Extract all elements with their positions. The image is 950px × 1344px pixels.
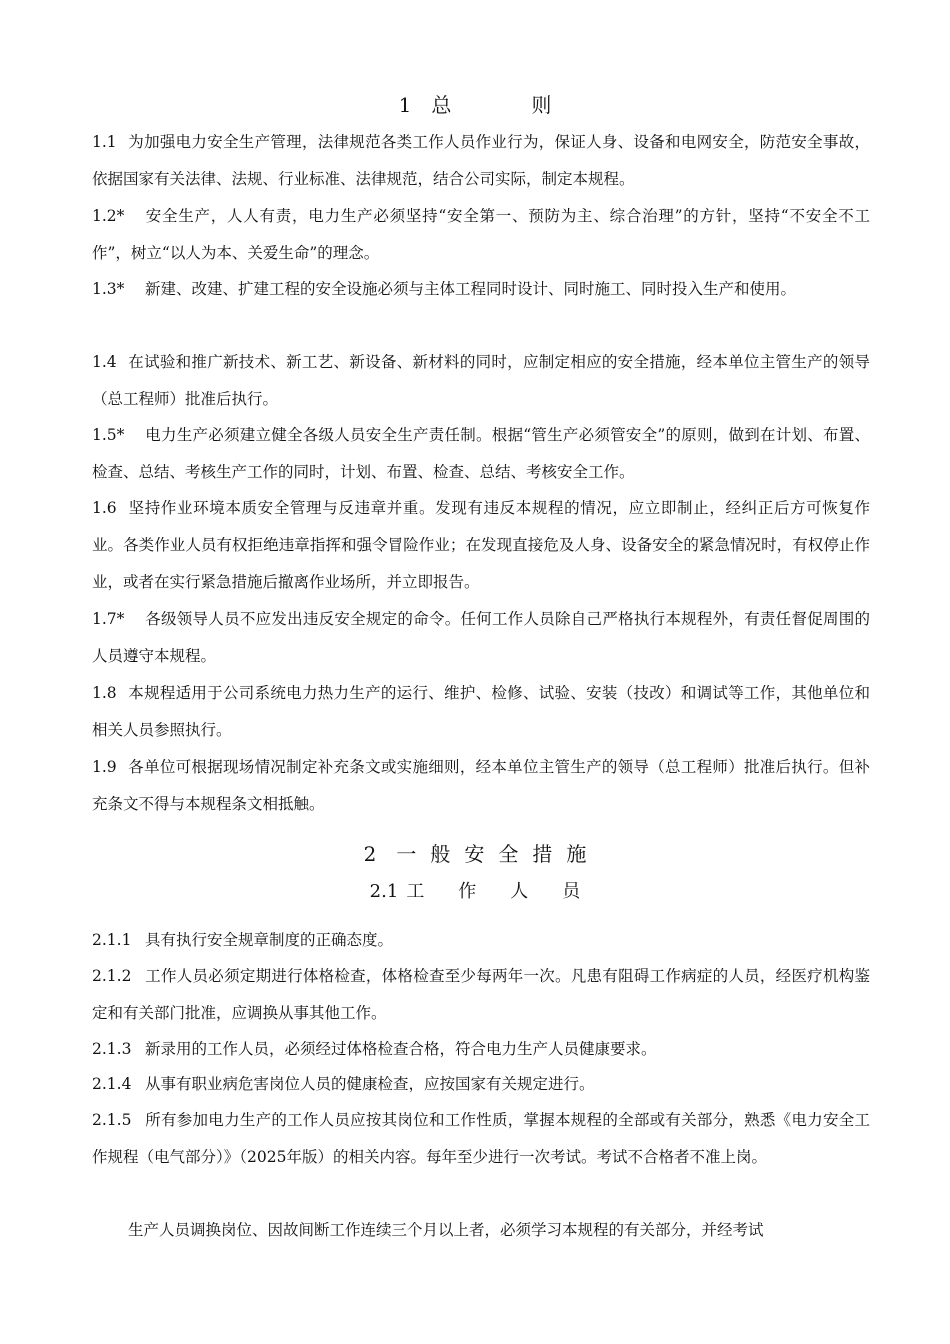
- clause-1-6: [92, 490, 870, 601]
- clause-text: 具有执行安全规章制度的正确态度。: [145, 931, 394, 949]
- clause-text: 为加强电力安全生产管理，法律规范各类工作人员作业行为，保证人身、设备和电网安全，防范安全事故，依据国家有关法律、法规、行业标准、法律规范，结合公司实际，制定本规程。: [92, 133, 870, 188]
- clause-text: 各单位可根据现场情况制定补充条文或实施细则，经本单位主管生产的领导（总工程师）批准后执行。但补充条文不得与本规程条文相抵触。: [92, 758, 870, 813]
- clause-number: 1.2*: [92, 207, 125, 225]
- clause-2-1-3: [92, 1031, 870, 1068]
- clause-text: 在试验和推广新技术、新工艺、新设备、新材料的同时，应制定相应的安全措施，经本单位主管生产的领导（总工程师）批准后执行。: [92, 353, 870, 408]
- clause-number: 1.3*: [92, 280, 125, 298]
- clause-2-1-1: [92, 922, 870, 959]
- chapter-2-number: 2: [363, 842, 377, 866]
- clause-1-1: [92, 124, 870, 198]
- clause-text: 各级领导人员不应发出违反安全规定的命令。任何工作人员除自己严格执行本规程外，有责任督促周围的人员遵守本规程。: [92, 610, 870, 665]
- clause-2-1-5: [92, 1102, 870, 1176]
- section-2-1-title: 工作人员: [406, 881, 615, 902]
- chapter-2-title: 一般安全措施: [396, 842, 601, 866]
- clause-text: 本规程适用于公司系统电力热力生产的运行、维护、检修、试验、安装（技改）和调试等工作，其他单位和相关人员参照执行。: [92, 684, 870, 739]
- clause-number: 2.1.5: [92, 1111, 132, 1129]
- clause-number: 1.8: [92, 684, 117, 702]
- clause-number: 1.5*: [92, 426, 125, 444]
- clause-text: 新建、改建、扩建工程的安全设施必须与主体工程同时设计、同时施工、同时投入生产和使用。: [145, 280, 797, 298]
- chapter-1-title: 总则: [431, 93, 632, 117]
- continuation-paragraph: 生产人员调换岗位、因故间断工作连续三个月以上者，必须学习本规程的有关部分，并经考试: [128, 1221, 764, 1239]
- clause-1-2: [92, 198, 870, 272]
- section-2-1-number: 2.1: [369, 881, 399, 902]
- chapter-2-heading: [0, 842, 950, 866]
- clause-1-8: [92, 675, 870, 749]
- clause-text: 安全生产，人人有责，电力生产必须坚持“安全第一、预防为主、综合治理”的方针，坚持“不安全不工作”，树立“以人为本、关爱生命”的理念。: [92, 207, 870, 262]
- clause-text: 工作人员必须定期进行体格检查，体格检查至少每两年一次。凡患有阻碍工作病症的人员，经医疗机构鉴定和有关部门批准，应调换从事其他工作。: [92, 967, 870, 1022]
- clause-2-1-4: [92, 1066, 870, 1103]
- clause-number: 1.4: [92, 353, 117, 371]
- clause-number: 1.6: [92, 499, 117, 517]
- clause-2-1-2: [92, 958, 870, 1032]
- clause-number: 2.1.1: [92, 931, 132, 949]
- clause-number: 2.1.3: [92, 1040, 132, 1058]
- clause-text: 所有参加电力生产的工作人员应按其岗位和工作性质，掌握本规程的全部或有关部分，熟悉《电力安全工作规程（电气部分）》（2025年版）的相关内容。每年至少进行一次考试。考试不合格者不准上岗。: [92, 1111, 870, 1166]
- clause-1-4: [92, 344, 870, 418]
- clause-1-5: [92, 417, 870, 491]
- chapter-1-heading: [0, 93, 950, 117]
- clause-text: 从事有职业病危害岗位人员的健康检查，应按国家有关规定进行。: [145, 1075, 595, 1093]
- clause-1-7: [92, 601, 870, 675]
- clause-text: 新录用的工作人员，必须经过体格检查合格，符合电力生产人员健康要求。: [145, 1040, 657, 1058]
- chapter-1-number: 1: [398, 93, 412, 117]
- clause-number: 1.9: [92, 758, 117, 776]
- clause-1-9: [92, 749, 870, 823]
- clause-number: 1.1: [92, 133, 117, 151]
- clause-number: 2.1.2: [92, 967, 132, 985]
- section-2-1-heading: [0, 880, 950, 904]
- clause-1-3: [92, 271, 870, 308]
- clause-text: 坚持作业环境本质安全管理与反违章并重。发现有违反本规程的情况，应立即制止，经纠正后方可恢复作业。各类作业人员有权拒绝违章指挥和强令冒险作业；在发现直接危及人身、设备安全的紧急情况时，有权停止作业，或者在实行紧急措施后撤离作业场所，并立即报告。: [92, 499, 870, 591]
- clause-number: 2.1.4: [92, 1075, 132, 1093]
- clause-text: 电力生产必须建立健全各级人员安全生产责任制。根据“管生产必须管安全”的原则，做到在计划、布置、检查、总结、考核生产工作的同时，计划、布置、检查、总结、考核安全工作。: [92, 426, 870, 481]
- clause-number: 1.7*: [92, 610, 125, 628]
